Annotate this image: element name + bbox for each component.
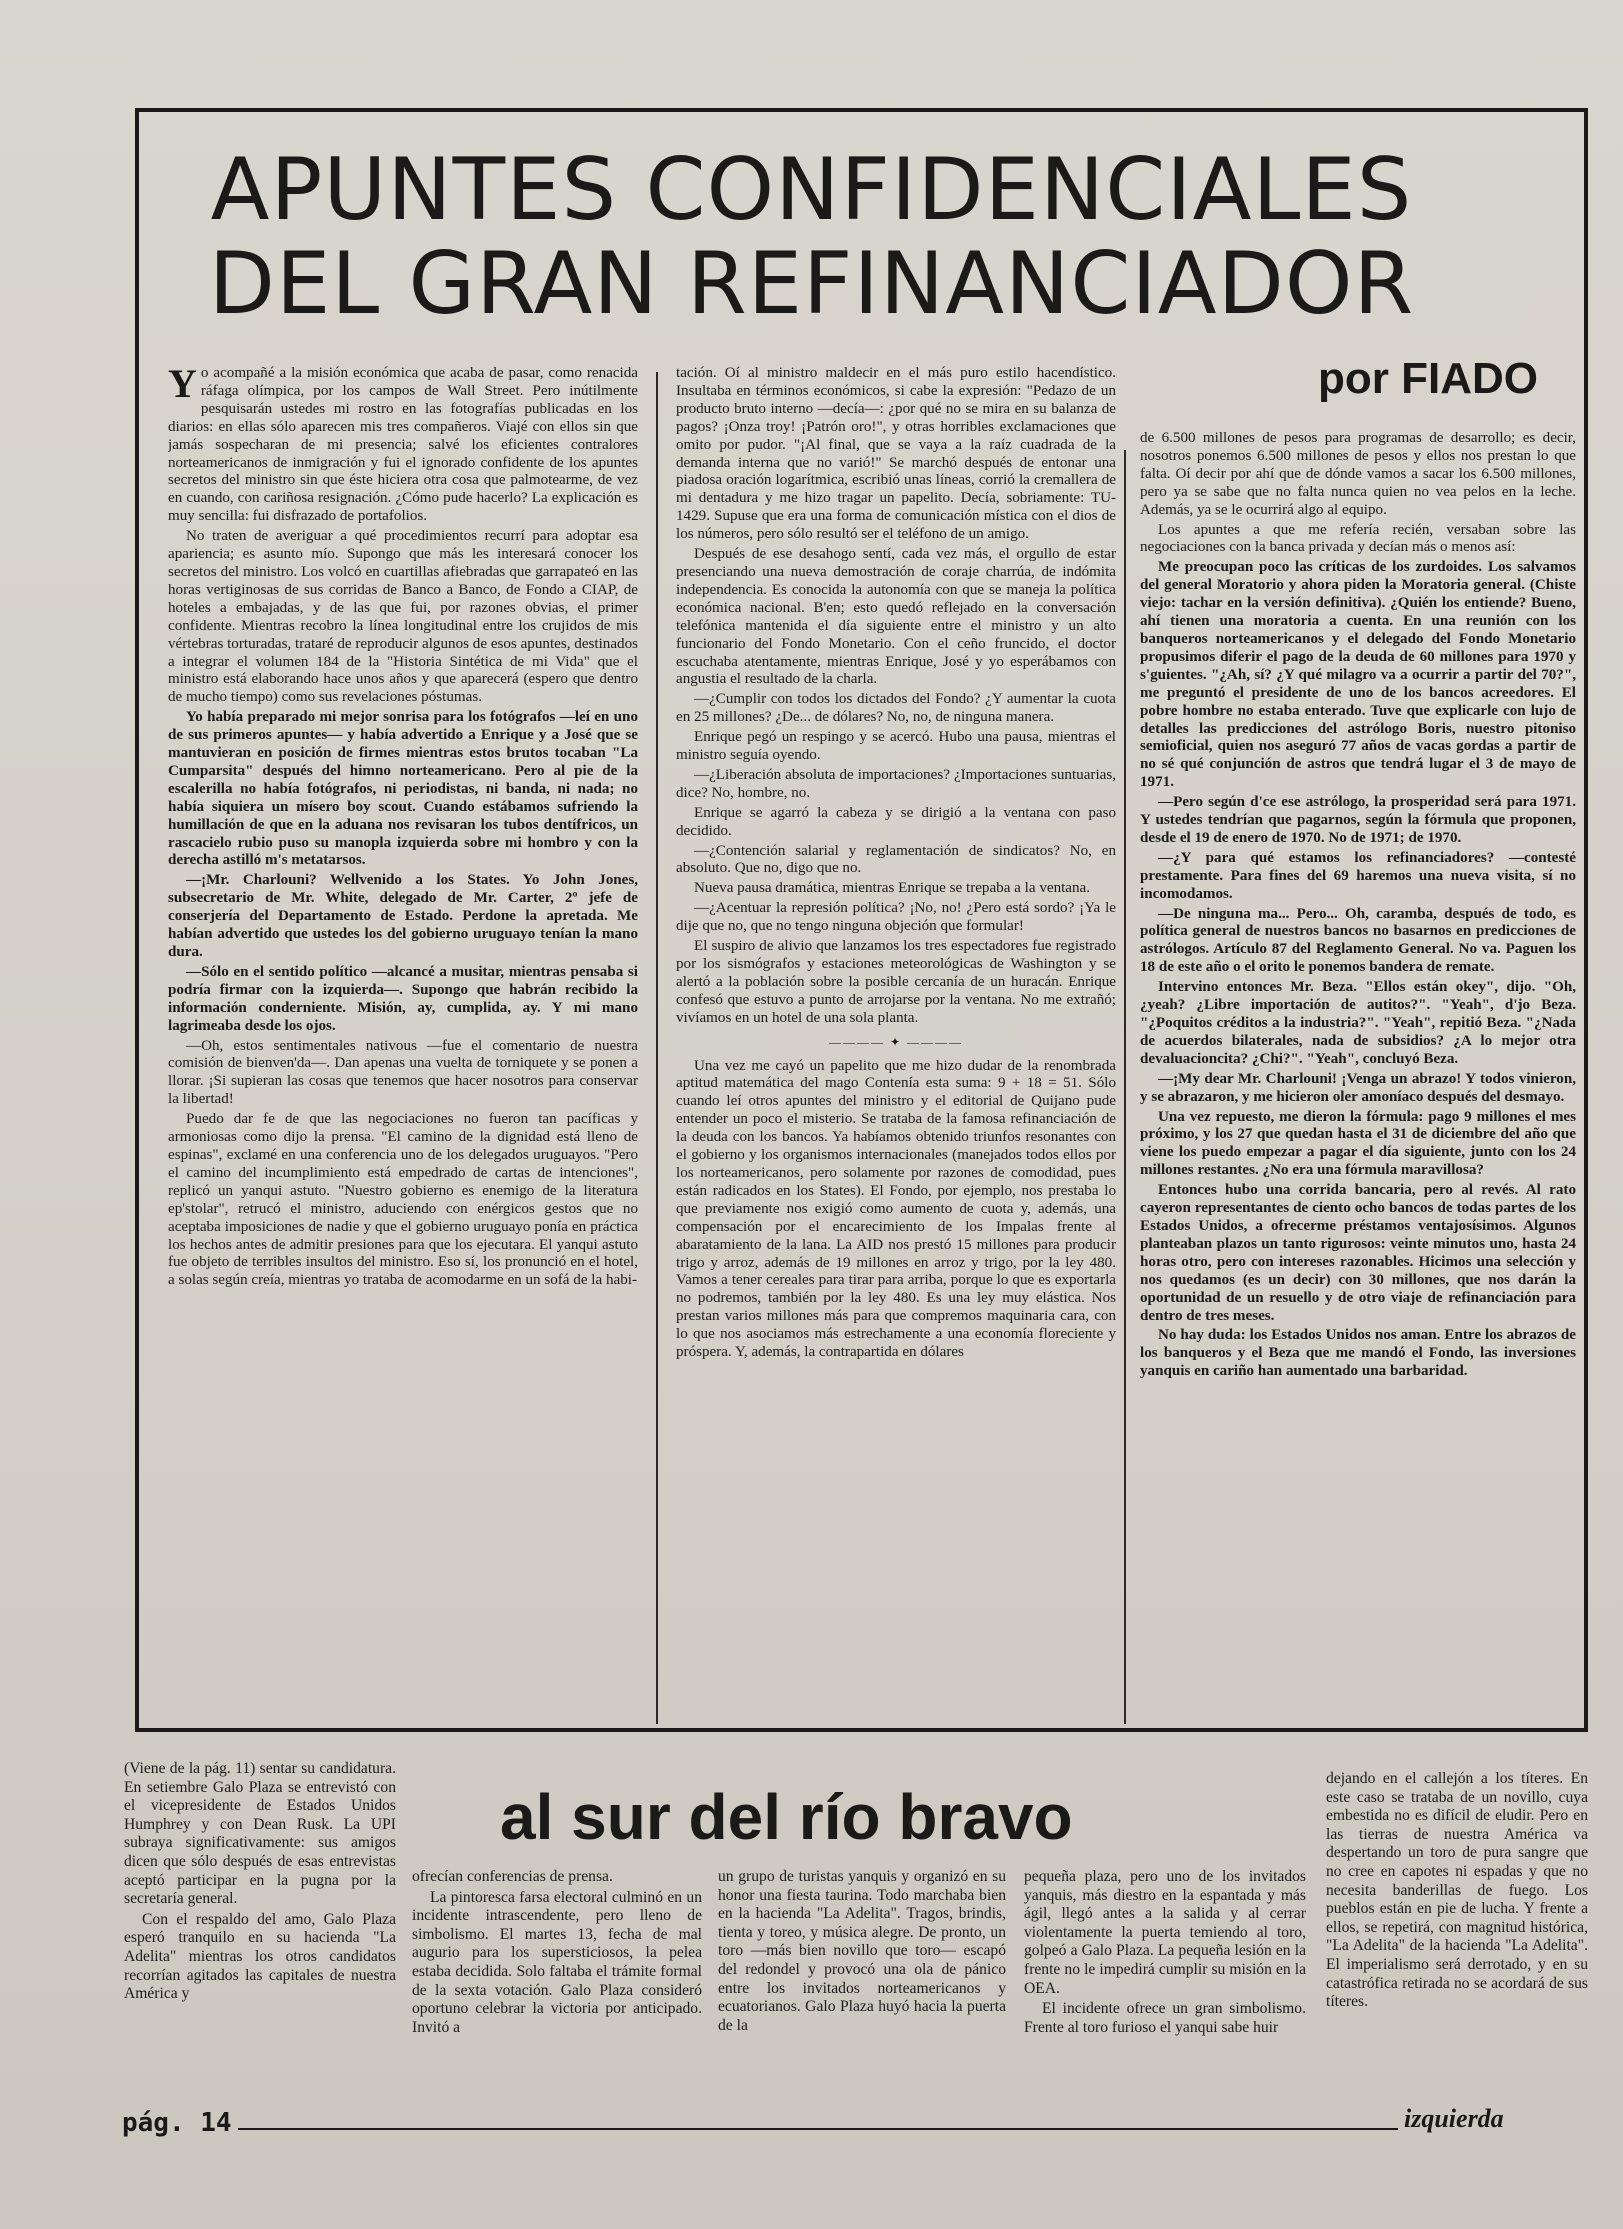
paragraph: La pintoresca farsa electoral culminó en un incidente intrascendente, pero lleno de simbolismo. El martes 13, fecha de mal augurio para los supersticiosos, la pelea estaba decidida. Solo faltaba el trámite formal de la sexta votación. Galo Plaza consideró oportuno celebrar la victoria por anticipado. Invitó a bbox=[412, 1888, 702, 2036]
article-title-line1: APUNTES CONFIDENCIALES bbox=[210, 140, 1413, 240]
paragraph: dejando en el callejón a los títeres. En este caso se trataba de un novillo, cuya embestida no es difícil de eludir. Pero en las tierras de nuestra América va despertando un toro de pura sangre que no cree en capotes ni espadas y que no necesita banderillas de fuego. Los pueblos están en pie de lucha. Y frente a ellos, se repetirá, con magnitud histórica, "La Adelita" de la hacienda "La Adelita". El imperialismo será derrotado, y en su catastrófica retirada no se acordará de sus títeres. bbox=[1326, 1770, 1588, 2011]
column-rule bbox=[1124, 450, 1126, 1724]
paragraph: un grupo de turistas yanquis y organizó en su honor una fiesta taurina. Todo marchaba bien en la hacienda "La Adelita". Tragos, brindis, tienta y toreo, y música alegre. De pronto, un toro —más bien novillo que toro— escapó del redondel y provocó una ola de pánico entre los invitados norteamericanos y ecuatorianos. Galo Plaza huyó hacia la puerta de la bbox=[718, 1868, 1006, 2034]
paragraph: (Viene de la pág. 11) sentar su candidatura. En setiembre Galo Plaza se entrevistó con el vicepresidente de Estados Unidos Humphrey y con Dean Rusk. La UPI subraya significativamente: sus amigos dicen que sólo después de esas entrevistas aceptó participar en la pugna por la secretaría general. bbox=[124, 1760, 396, 1908]
page-number: pág. 14 bbox=[122, 2108, 232, 2138]
section2-column-5 bbox=[1326, 1770, 1588, 2096]
paragraph: tación. Oí al ministro maldecir en el más puro estilo hacendístico. Insultaba en términos económicos, si cabe la expresión: "Pedazo de un producto bruto interno —decía—: ¿por qué no se mira en su balanza de pagos? ¡Onza troy! ¡Patrón oro!", y otras horribles exclamaciones que omito por pudor. "¡Al final, que se vaya a la raíz cuadrada de la demanda interna que no varió!" Se marchó después de entonar una piadosa oración logarítmica, escribió unas líneas, corrió la cremallera de mi dentadura y me hizo tragar un papelito. Decía, sobriamente: TU-1429. Supuse que era una forma de comunicación mística con el dios de los números, pero sólo resultó ser el teléfono de un amigo. bbox=[676, 365, 1116, 543]
section2-headline: al sur del río bravo bbox=[500, 1781, 1073, 1853]
paragraph: El incidente ofrece un gran simbolismo. Frente al toro furioso el yanqui sabe huir bbox=[1024, 2000, 1306, 2036]
paragraph: —¡Mr. Charlouni? Wellvenido a los States. Yo John Jones, subsecretario de Mr. White, delegado de Mr. Carter, 2º jefe de conserjería del Departamento de Estado. Perdone la apretada. Me habían advertido que ustedes los del gobierno uruguayo tenían la mano dura. bbox=[168, 872, 638, 960]
section2-column-3 bbox=[718, 1868, 1006, 2096]
paragraph: —¿Y para qué estamos los refinanciadores? —contesté prestamente. Para fines del 69 haremos una nueva visita, sí no incomodamos. bbox=[1140, 849, 1576, 902]
paragraph: Con el respaldo del amo, Galo Plaza esperó tranquilo en su hacienda "La Adelita" mientras los otros candidatos recorrían agitados las capitales de nuestra América y bbox=[124, 1910, 396, 2003]
paragraph: —¡My dear Mr. Charlouni! ¡Venga un abrazo! Y todos vinieron, y se abrazaron, y me hicieron oler amoníaco después del desmayo. bbox=[1140, 1070, 1576, 1105]
paragraph: o acompañé a la misión económica que acaba de pasar, como renacida ráfaga olímpica, por los campos de Wall Street. Pero inútilmente pesquisarán ustedes mi rostro en las fotografías publicadas en los diarios: en ellas sólo aparecen mis tres compañeros. Viajé con ellos sin que jamás sospecharan de mi presencia; salvé los eficientes contralores norteamericanos de inmigración y fui el ignorado confidente de los apuntes secretos del ministro sin que éste hiciera otra cosa que palmotearme, de vez en cuando, con cariñosa resignación. ¿Cómo pude hacerlo? La explicación es muy sencilla: fui disfrazado de portafolios. bbox=[168, 365, 638, 525]
paragraph: Una vez me cayó un papelito que me hizo dudar de la renombrada aptitud matemática del mago Contenía esta suma: 9 + 18 = 51. Sólo cuando leí otros apuntes del ministro y el editorial de Quijano pude entender un poco el misterio. Se trataba de la famosa refinanciación de la deuda con los bancos. Ya habíamos obtenido triunfos resonantes con el gobierno y los organismos internacionales (manejados todos ellos por los norteamericanos, pero solamente por razones de comodidad, pues están radicados en los States). El Fondo, por ejemplo, nos prestaba lo que previamente nos exigió como aumento de cuota y, además, una compensación por el encarecimiento de los Impalas frente al abaratamiento de la lana. La AID nos prestó 15 millones para producir trigo y arroz, además de 19 millones en arroz y trigo, por la ley 480. Vamos a tener cereales para tirar para arriba, porque lo que es exportarla no podremos, también por la ley 480. Es una ley muy elástica. Nos prestan varios millones más para que compremos maquinaria cara, con lo que nos asociamos más estrechamente a una economía floreciente y próspera. Y, además, la contrapartida en dólares bbox=[676, 1057, 1116, 1361]
magazine-name: izquierda bbox=[1404, 2104, 1504, 2133]
article-column-2 bbox=[676, 365, 1116, 1723]
article-byline: por FIADO bbox=[1318, 354, 1538, 403]
paragraph: Yo había preparado mi mejor sonrisa para los fotógrafos —leí en uno de sus primeros apuntes— y había advertido a Enrique y a José que se mantuvieran en posición de firmes mientras estos brutos tocaban "La Cumparsita" después del himno norteamericano. Pero al pie de la escalerilla no había fotógrafos, ni periodistas, ni banda, ni nada; no había siquiera un mísero boy scout. Cuando estábamos sufriendo la humillación de que en la aduana nos revisaran los tubos dentífricos, un rascacielo rubio puso su manopla izquierda sobre mi hombro y con la derecha astilló m's metatarsos. bbox=[168, 709, 638, 869]
paragraph: —Pero según d'ce ese astrólogo, la prosperidad será para 1971. Y ustedes tendrían que pagarnos, según la fórmula que proponen, desde el 19 de enero de 1970. No de 1971; de 1970. bbox=[1140, 794, 1576, 846]
paragraph: Nueva pausa dramática, mientras Enrique se trepaba a la ventana. bbox=[694, 880, 1091, 897]
dropcap: Y bbox=[168, 365, 197, 406]
paragraph: —Oh, estos sentimentales nativous —fue el comentario de nuestra comisión de bienven'da—. Dan apenas una vuelta de torniquete y se ponen a llorar. ¡Si supieran las cosas que tenemos que hacer nosotros para conservar la libertad! bbox=[168, 1037, 638, 1108]
paragraph: de 6.500 millones de pesos para programas de desarrollo; es decir, nosotros ponemos 6.500 millones de pesos y ellos nos prestan lo que falta. Oí decir por ahí que de dónde vamos a sacar los 6.500 millones, pero ya se sabe que no falta nunca quien no vea pelos en la leche. Además, ya se le ocurrirá algo al equipo. bbox=[1140, 430, 1576, 518]
section-separator: ———— ✦ ———— bbox=[828, 1034, 964, 1049]
section2-column-4 bbox=[1024, 1868, 1306, 2096]
article-column-3 bbox=[1140, 430, 1576, 1723]
paragraph: —De ninguna ma... Pero... Oh, caramba, después de todo, es política general de nuestros bancos no basarnos en predicciones de astrólogos. Artículo 87 del Reglamento General. No va. Paguen los 18 de este año o el orito le ponemos bandera de remate. bbox=[1140, 905, 1576, 976]
paragraph: Después de ese desahogo sentí, cada vez más, el orgullo de estar presenciando una nueva demostración de coraje charrúa, de indómita independencia. Es conocida la autonomía con que se maneja la política económica nacional. B'en; esto quedó reflejado en la conversación telefónica mantenida el día siguiente entre el ministro y un alto funcionario del Fondo Monetario. Con el ceño fruncido, el doctor escuchaba atentamente, mientras Enrique, José y yo esperábamos con angustia el resultado de la charla. bbox=[676, 546, 1116, 688]
footer-rule bbox=[238, 2128, 1398, 2130]
paragraph: —Sólo en el sentido político —alcancé a musitar, mientras pensaba si podría firmar con la izquierda—. Supongo que habrán recibido la información conderniente. Misión, ay, cumplida, ay. Y mi mano lagrimeaba desde los ojos. bbox=[168, 963, 638, 1034]
paragraph: —¿Cumplir con todos los dictados del Fondo? ¿Y aumentar la cuota en 25 millones? ¿De... de dólares? No, no, de ninguna manera. bbox=[676, 691, 1116, 726]
paragraph: Entonces hubo una corrida bancaria, pero al revés. Al rato cayeron representantes de ciento ocho bancos de todas partes de los Estados Unidos, a ofrecerme préstamos ventajosísimos. Algunos planteaban plazos un tanto rigurosos: veinte minutos uno, hasta 24 horas otro, pero con intereses razonables. Hicimos una selección y nos quedamos (es un decir) con 30 millones, que nos darán la oportunidad de un resuello y de otro viaje de refinanciación para dentro de tres meses. bbox=[1140, 1182, 1576, 1324]
paragraph: —¿Liberación absoluta de importaciones? ¿Importaciones suntuarias, dice? No, hombre, no. bbox=[676, 766, 1116, 801]
article-column-1 bbox=[168, 365, 638, 1723]
paragraph: pequeña plaza, pero uno de los invitados yanquis, más diestro en la espantada y más ágil, llegó antes a la salida y al cerrar violentamente la puerta temiendo al toro, golpeó a Galo Plaza. La pequeña lesión en la frente no le impedirá cumplir su misión en la OEA. bbox=[1024, 1868, 1306, 1997]
paragraph: No traten de averiguar a qué procedimientos recurrí para adoptar esa apariencia; es asunto mío. Supongo que más les interesará conocer los secretos del ministro. Los volcó en cuartillas afiebradas que garrapateó en las horas vertiginosas de sus corridas de Banco a Banco, de Fondo a CIAP, de hoteles a embajadas, y de las que fui, por razones obvias, el primer confidente. Mientras recobro la línea longitudinal entre los crujidos de mis vértebras torturadas, trataré de reproducir algunos de esos apuntes, destinados a integrar el volumen 184 de la "Historia Sintética de mi Vida" que el ministro está elaborando hace unos años y que aparecerá (espero que dentro de mucho tiempo) como sus revelaciones póstumas. bbox=[168, 528, 638, 706]
paragraph: Enrique pegó un respingo y se acercó. Hubo una pausa, mientras el ministro seguía oyendo. bbox=[676, 729, 1116, 764]
paragraph: Me preocupan poco las críticas de los zurdoides. Los salvamos del general Moratorio y ahora piden la Moratoria general. (Chiste viejo: tachar en la versión definitiva). ¿Quién los entiende? Bueno, ahí tienen una moratoria a cuenta. En una reunión con los banqueros norteamericanos y el delegado del Fondo Monetario propusimos diferir el pago de la deuda de 60 millones para 1970 y s'guientes. "¿Ah, sí? ¿Y qué milagro va a ocurrir a partir del 70?", me preguntó el presidente de uno de los bancos acreedores. El pobre hombre no estaba enterado. Tuve que explicarle con lujo de detalles las predicciones del astrólogo Boris, nuestro pitoniso semioficial, quien nos aseguró 77 años de vacas gordas a partir de no sé qué conjunción de astros que tendrá lugar el 3 de mayo de 1971. bbox=[1140, 559, 1576, 791]
paragraph: No hay duda: los Estados Unidos nos aman. Entre los abrazos de los banqueros y el Beza que me mandó el Fondo, las inversiones yanquis en cariño han aumentado una barbaridad. bbox=[1140, 1327, 1576, 1380]
paragraph: Enrique se agarró la cabeza y se dirigió a la ventana con paso decidido. bbox=[676, 804, 1116, 839]
paragraph: Los apuntes a que me refería recién, versaban sobre las negociaciones con la banca privada y decían más o menos así: bbox=[1140, 521, 1576, 556]
paragraph: El suspiro de alivio que lanzamos los tres espectadores fue registrado por los sismógrafos y estaciones meteorológicas de Washington y se alertó a la población sobre la posible cercanía de un huracán. Enrique confesó que estuvo a punto de arrojarse por la ventana. No me extrañó; vivíamos en un hotel de una sola planta. bbox=[676, 938, 1116, 1026]
paragraph: Intervino entonces Mr. Beza. "Ellos están okey", dijo. "Oh, ¿yeah? ¿Libre importación de autitos?". "Yeah", d'jo Beza. "¿Poquitos créditos a la industria?". "Yeah", repitió Beza. "¿Nada de acuerdos bilaterales, nada de subsidios? ¿A lo mejor otra devaluacioncita? ¿Chi?". "Yeah", concluyó Beza. bbox=[1140, 979, 1576, 1067]
paragraph: ofrecían conferencias de prensa. bbox=[412, 1868, 613, 1885]
section2-column-1 bbox=[124, 1760, 396, 2096]
paragraph: —¿Contención salarial y reglamentación de sindicatos? No, en absoluto. Que no, digo que no. bbox=[676, 842, 1116, 877]
column-rule bbox=[656, 372, 658, 1724]
paragraph: Puedo dar fe de que las negociaciones no fueron tan pacíficas y armoniosas como dijo la prensa. "El camino de la dignidad está lleno de espinas", exclamé en una conferencia uno de los delegados uruguayos. "Pero el camino del incumplimiento está empedrado de cartas de intenciones", replicó un yanqui astuto. "Nuestro gobierno es enemigo de la literatura ep'stolar", retrucó el ministro, aduciendo con enérgicos gestos que no aceptaba imposiciones de nadie y que el gobierno uruguayo ponía en práctica los hechos antes de admitir presiones para que los ejecutara. El yanqui astuto fue objeto de terribles insultos del ministro. Eso sí, los pronunció en el hotel, a solas según creía, mientras yo trataba de acomodarme en un sofá de la habi- bbox=[168, 1111, 638, 1289]
paragraph: Una vez repuesto, me dieron la fórmula: pago 9 millones el mes próximo, y los 27 que quedan hasta el 31 de diciembre del año que viene los puedo empezar a pagar el día siguiente, junto con los 24 millones restantes. ¿No era una fórmula maravillosa? bbox=[1140, 1108, 1576, 1179]
section2-column-2 bbox=[412, 1868, 702, 2096]
paragraph: —¿Acentuar la represión política? ¡No, no! ¿Pero está sordo? ¡Ya le dije que no, que no tengo ninguna objeción que formular! bbox=[676, 900, 1116, 935]
article-title-line2: DEL GRAN REFINANCIADOR bbox=[208, 234, 1415, 334]
